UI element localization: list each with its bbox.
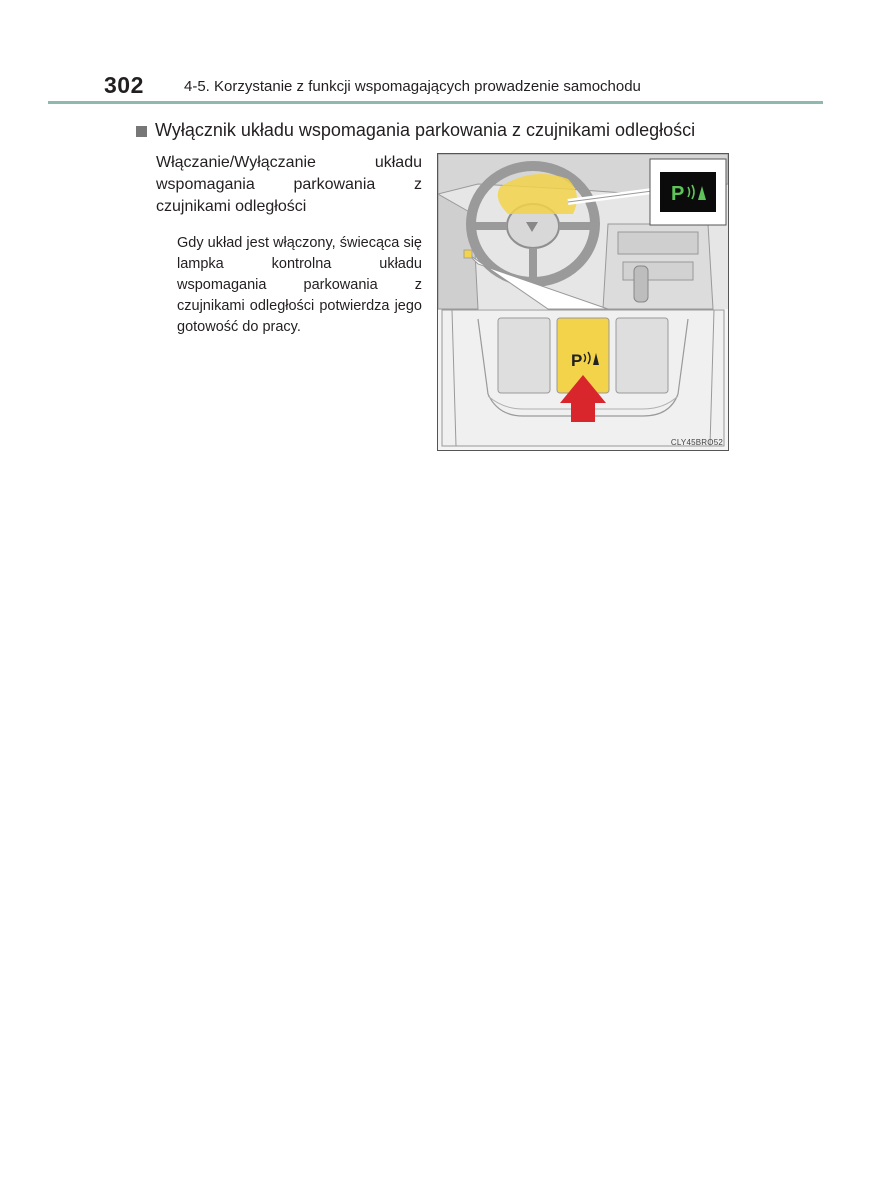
indicator-letter: P (671, 183, 685, 205)
figure-code: CLY45BRO52 (670, 438, 723, 447)
page-number: 302 (104, 72, 144, 98)
chapter-title: 4-5. Korzystanie z funkcji wspomagających prowadzenie samochodu (184, 78, 641, 95)
button-letter: P (571, 351, 583, 370)
note-paragraph: Gdy układ jest włączony, świecąca się lampka kontrolna układu wspomagania parkowania z czujnikami odległości potwierdza jego gotowość do pracy. (177, 235, 422, 335)
section-heading (136, 120, 695, 141)
figure-illustration (437, 153, 729, 451)
square-bullet-icon (136, 126, 147, 137)
header-rule (48, 101, 823, 104)
body-paragraph: Włączanie/Wyłączanie układu wspomagania parkowania z czujnikami odległości (156, 154, 422, 215)
parking-sensor-indicator-icon (650, 159, 726, 225)
dashboard-illustration (438, 154, 728, 450)
section-heading-text: Wyłącznik układu wspomagania parkowania z czujnikami odległości (155, 120, 696, 140)
